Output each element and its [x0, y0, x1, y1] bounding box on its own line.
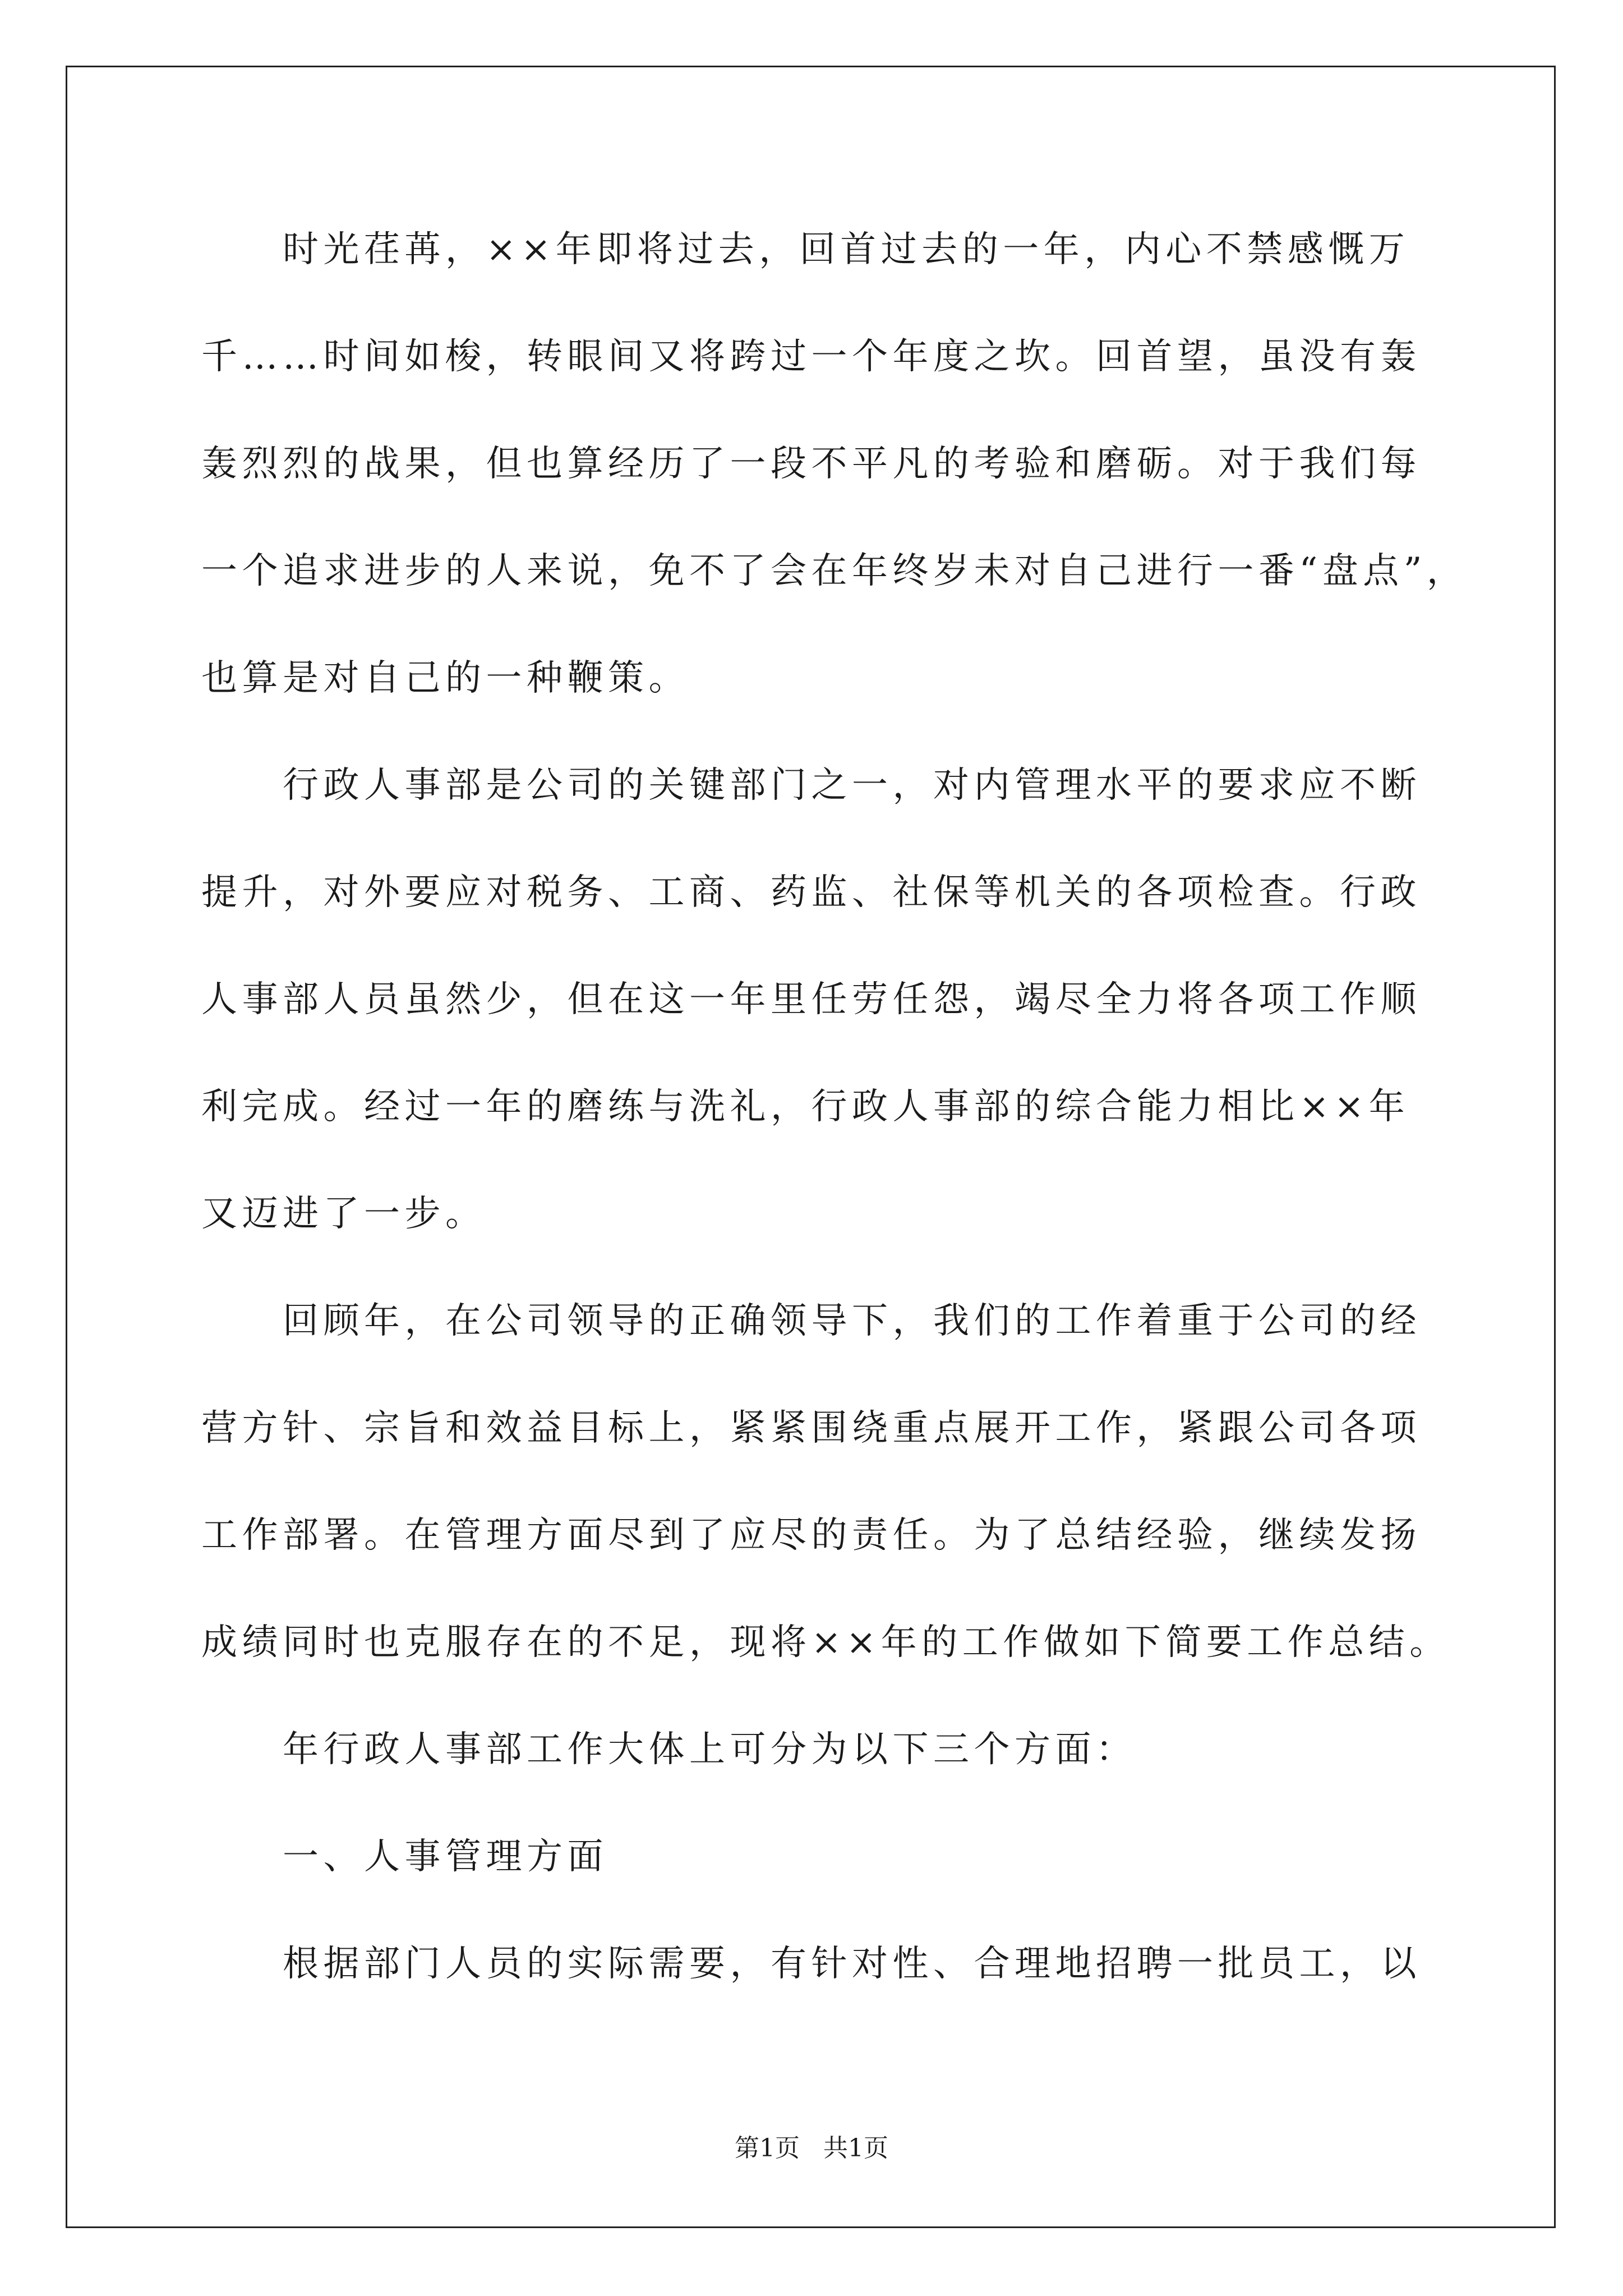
page-footer: 第1页 共1页 [735, 2134, 888, 2162]
text-line: 又迈进了一步。 [201, 1193, 486, 1235]
text-line: 利完成。经过一年的磨练与洗礼，行政人事部的综合能力相比××年 [201, 1086, 1410, 1128]
text-line: 提升，对外要应对税务、工商、药监、社保等机关的各项检查。行政 [201, 872, 1421, 913]
section-heading [201, 1803, 1480, 1911]
text-line: 一、人事管理方面 [283, 1836, 608, 1878]
text-line: 人事部人员虽然少，但在这一年里任劳任怨，竭尽全力将各项工作顺 [201, 979, 1421, 1020]
text-line: 行政人事部是公司的关键部门之一，对内管理水平的要求应不断 [283, 765, 1421, 806]
text-line: 回顾年，在公司领导的正确领导下，我们的工作着重于公司的经 [283, 1300, 1421, 1342]
text-line: 轰烈烈的战果，但也算经历了一段不平凡的考验和磨砺。对于我们每 [201, 443, 1421, 485]
text-line: 营方针、宗旨和效益目标上，紧紧围绕重点展开工作，紧跟公司各项 [201, 1407, 1421, 1449]
text-line: 也算是对自己的一种鞭策。 [201, 657, 689, 699]
text-line: 工作部署。在管理方面尽到了应尽的责任。为了总结经验，继续发扬 [201, 1515, 1421, 1556]
paragraph [201, 1268, 1480, 1696]
text-line: 根据部门人员的实际需要，有针对性、合理地招聘一批员工，以 [283, 1943, 1421, 1985]
text-line: 时光荏苒，××年即将过去，回首过去的一年，内心不禁感慨万 [283, 229, 1410, 270]
paragraph [201, 196, 1480, 732]
paragraph [201, 1696, 1480, 1803]
text-line: 成绩同时也克服存在的不足，现将××年的工作做如下简要工作总结。 [201, 1622, 1450, 1663]
paragraph [201, 1911, 1480, 2018]
document-body [201, 196, 1480, 2018]
text-line: 一个追求进步的人来说，免不了会在年终岁未对自己进行一番“盘点”， [201, 550, 1468, 592]
paragraph [201, 732, 1480, 1268]
text-line: 年行政人事部工作大体上可分为以下三个方面： [283, 1729, 1137, 1770]
text-line: 千……时间如梭，转眼间又将跨过一个年度之坎。回首望，虽没有轰 [201, 336, 1421, 378]
